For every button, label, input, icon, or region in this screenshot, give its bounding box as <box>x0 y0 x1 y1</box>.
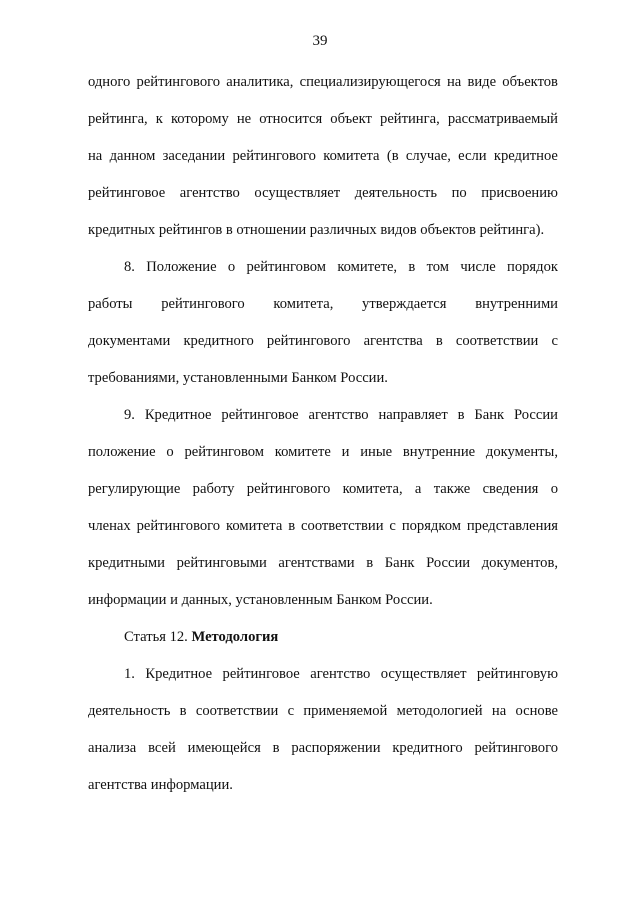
word: порядок <box>507 259 558 275</box>
word: всей <box>148 740 176 756</box>
word: числе <box>460 259 496 275</box>
word: кредитного <box>183 333 254 349</box>
text-line <box>88 739 558 757</box>
word: в <box>435 333 443 349</box>
word: рейтингового <box>266 333 351 349</box>
word: основе <box>515 703 558 719</box>
word: рейтингового <box>136 74 221 90</box>
word: работу <box>192 481 235 497</box>
word: не <box>236 111 252 127</box>
word: кредитными <box>88 555 165 571</box>
word: рейтингового <box>246 481 331 497</box>
word: рейтингового <box>161 296 245 312</box>
word: Банк <box>384 555 415 571</box>
word: внутренние <box>402 444 476 460</box>
page-number: 39 <box>312 33 328 49</box>
word: объект <box>330 111 372 127</box>
word: анализа <box>88 740 137 756</box>
word: о <box>550 481 558 497</box>
word: регулирующие <box>88 481 181 497</box>
word: рейтинговое <box>222 666 300 682</box>
word: Кредитное <box>145 666 213 682</box>
word: заседании <box>162 148 226 164</box>
word: документами <box>88 333 171 349</box>
word: 8. <box>124 259 135 275</box>
word: комитета, <box>342 481 403 497</box>
text-line <box>88 517 558 535</box>
word: с <box>551 333 558 349</box>
word: в <box>408 259 416 275</box>
word: соответствии <box>195 703 279 719</box>
text-line: требованиями, установленными Банком России. <box>88 370 388 386</box>
word: документов, <box>481 555 558 571</box>
word: осуществляет <box>380 666 467 682</box>
word: методологией <box>396 703 483 719</box>
word: комитета <box>226 518 283 534</box>
word: рейтинговом <box>246 259 327 275</box>
word: рейтинга, <box>380 111 440 127</box>
word: одного <box>88 74 131 90</box>
word: иные <box>360 444 393 460</box>
word: 9. <box>124 407 135 423</box>
text-line <box>88 554 558 572</box>
word: случае, <box>405 148 451 164</box>
word: Банк <box>474 407 505 423</box>
word: членах <box>88 518 131 534</box>
word: если <box>458 148 487 164</box>
word: в <box>179 703 187 719</box>
text-line <box>88 73 558 91</box>
word: данном <box>109 148 156 164</box>
word: деятельность <box>354 185 438 201</box>
word: виде <box>467 74 497 90</box>
word: в <box>366 555 374 571</box>
word: рейтинговыми <box>176 555 267 571</box>
word: на <box>88 148 103 164</box>
text-line <box>88 147 558 165</box>
word: в <box>288 518 296 534</box>
word: аналитика, <box>226 74 294 90</box>
word: сведения <box>482 481 539 497</box>
word: в <box>272 740 280 756</box>
word: комитета <box>323 148 380 164</box>
word: к <box>155 111 163 127</box>
text-line <box>88 480 558 498</box>
word: агентство <box>308 407 369 423</box>
word: агентство <box>179 185 240 201</box>
word: комитета, <box>273 296 334 312</box>
word: рейтинговом <box>184 444 264 460</box>
text-line <box>124 406 558 424</box>
word: по <box>451 185 467 201</box>
word: Положение <box>146 259 217 275</box>
word: деятельность <box>88 703 171 719</box>
word: с <box>389 518 396 534</box>
word: агентствами <box>278 555 355 571</box>
text-line <box>88 443 558 461</box>
word: работы <box>88 296 133 312</box>
word: (в <box>386 148 399 164</box>
text-line <box>88 295 558 313</box>
word: в <box>457 407 465 423</box>
word: на <box>446 74 462 90</box>
word: кредитного <box>392 740 463 756</box>
text-line <box>124 665 558 683</box>
word: а <box>414 481 422 497</box>
word: имеющейся <box>187 740 261 756</box>
text-line <box>88 184 558 202</box>
word: и <box>341 444 350 460</box>
word: рассматриваемый <box>447 111 558 127</box>
word: кредитное <box>493 148 558 164</box>
word: специализирующегося <box>299 74 441 90</box>
word: агентство <box>310 666 371 682</box>
word: рейтингового <box>136 518 221 534</box>
word: о <box>227 259 236 275</box>
word: утверждается <box>362 296 447 312</box>
word: с <box>287 703 295 719</box>
word: Кредитное <box>144 407 212 423</box>
article-heading <box>124 628 278 646</box>
word: рейтинговое <box>88 185 166 201</box>
text-line <box>88 332 558 350</box>
word: рейтингового <box>474 740 558 756</box>
word: представления <box>466 518 558 534</box>
word: применяемой <box>303 703 388 719</box>
word: которому <box>170 111 229 127</box>
word: соответствии <box>301 518 384 534</box>
word: относится <box>259 111 323 127</box>
word: порядком <box>401 518 461 534</box>
text-line: агентства информации. <box>88 777 233 793</box>
word: о <box>166 444 174 460</box>
word: рейтинговое <box>221 407 299 423</box>
article-heading-prefix: Статья 12. <box>124 629 188 645</box>
word: комитете, <box>337 259 398 275</box>
text-line: информации и данных, установленным Банком России. <box>88 592 433 608</box>
word: агентства <box>363 333 423 349</box>
word: положение <box>88 444 156 460</box>
word: также <box>433 481 471 497</box>
word: соответствии <box>455 333 539 349</box>
word: направляет <box>378 407 448 423</box>
text-line <box>88 702 558 720</box>
word: том <box>426 259 450 275</box>
word: рейтинговую <box>476 666 558 682</box>
text-line <box>124 258 558 276</box>
word: распоряжении <box>291 740 381 756</box>
word: рейтинга, <box>88 111 148 127</box>
word: России <box>514 407 558 423</box>
word: документы, <box>485 444 558 460</box>
text-line <box>88 110 558 128</box>
word: внутренними <box>475 296 558 312</box>
word: России <box>426 555 471 571</box>
word: комитете <box>274 444 331 460</box>
word: осуществляет <box>254 185 341 201</box>
word: присвоению <box>481 185 558 201</box>
text-line: кредитных рейтингов в отношении различных видов объектов рейтинга). <box>88 222 545 238</box>
word: 1. <box>124 666 135 682</box>
word: на <box>491 703 507 719</box>
word: объектов <box>502 74 558 90</box>
word: рейтингового <box>232 148 316 164</box>
article-heading-title: Методология <box>191 629 279 645</box>
